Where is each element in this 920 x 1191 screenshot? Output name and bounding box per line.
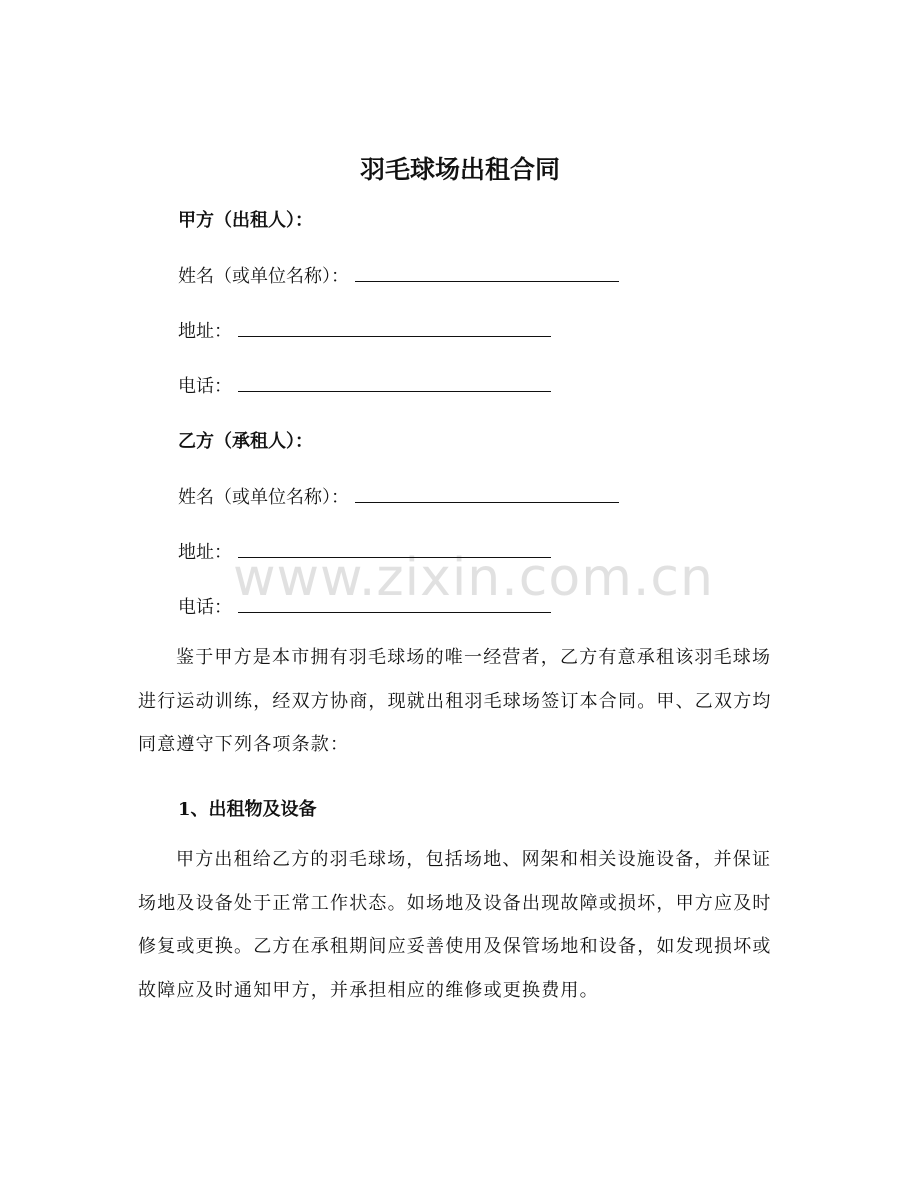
party-a-phone-row xyxy=(178,372,551,398)
party-a-heading: 甲方（出租人）： xyxy=(178,210,313,231)
party-a-name-row xyxy=(178,262,619,288)
party-b-address-field[interactable] xyxy=(238,541,551,558)
party-b-phone-row xyxy=(178,593,551,619)
watermark: www.zixin.com.cn xyxy=(233,548,714,608)
party-a-address-label: 地址： xyxy=(178,321,232,342)
section-1-body: 甲方出租给乙方的羽毛球场，包括场地、网架和相关设施设备，并保证场地及设备处于正常工作状态。如场地及设备出现故障或损坏，甲方应及时修复或更换。乙方在承租期间应妥善使用及保管场地和设备，如发现损坏或故障应及时通知甲方，并承担相应的维修或更换费用。 xyxy=(138,849,772,1001)
party-b-address-label: 地址： xyxy=(178,542,232,563)
party-a-phone-field[interactable] xyxy=(238,375,551,392)
party-b-phone-field[interactable] xyxy=(238,596,551,613)
section-1-heading: 1、出租物及设备 xyxy=(178,799,317,820)
party-b-name-label: 姓名（或单位名称）： xyxy=(178,487,349,508)
party-b-name-row xyxy=(178,483,619,509)
party-a-name-field[interactable] xyxy=(355,265,619,282)
party-b-address-row xyxy=(178,538,551,564)
party-b-phone-label: 电话： xyxy=(178,597,232,618)
party-b-heading: 乙方（承租人）： xyxy=(178,431,313,452)
party-a-address-field[interactable] xyxy=(238,320,551,337)
document-title: 羽毛球场出租合同 xyxy=(359,155,560,184)
party-a-phone-label: 电话： xyxy=(178,376,232,397)
party-a-name-label: 姓名（或单位名称）： xyxy=(178,266,349,287)
party-a-address-row xyxy=(178,317,551,343)
party-b-name-field[interactable] xyxy=(355,486,619,503)
preamble-paragraph: 鉴于甲方是本市拥有羽毛球场的唯一经营者，乙方有意承租该羽毛球场进行运动训练，经双方协商，现就出租羽毛球场签订本合同。甲、乙双方均同意遵守下列各项条款： xyxy=(138,647,772,755)
